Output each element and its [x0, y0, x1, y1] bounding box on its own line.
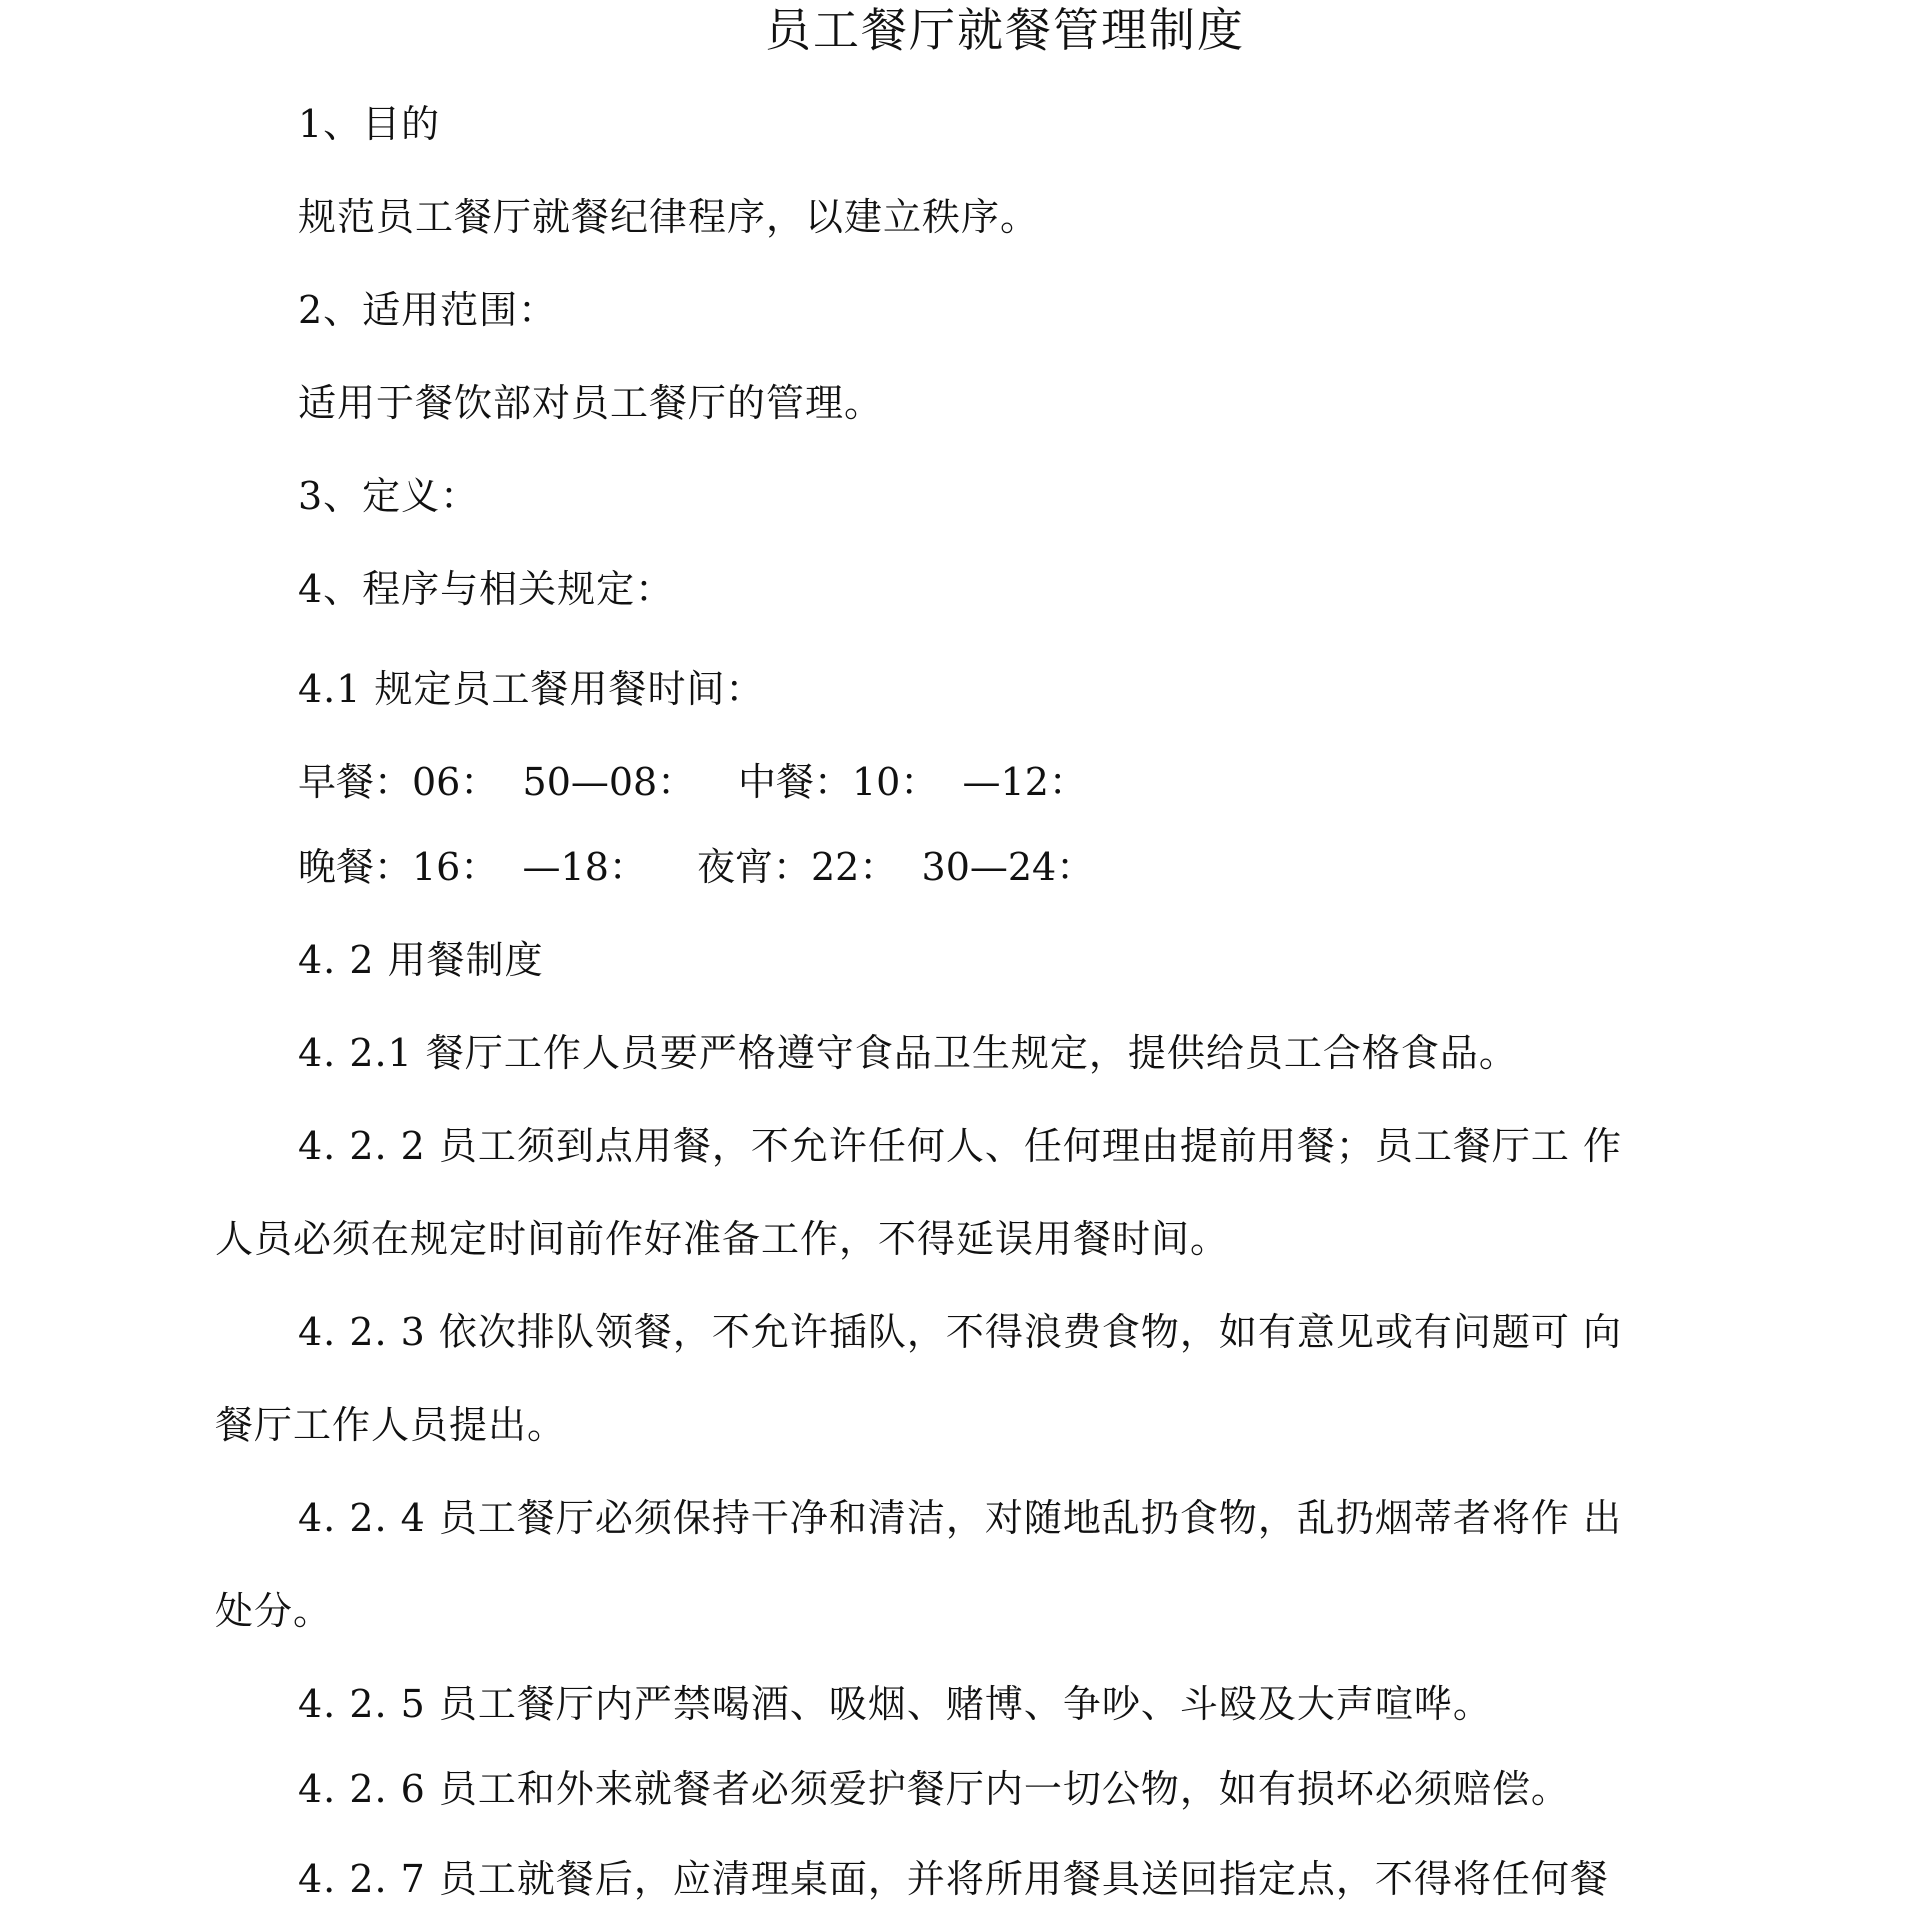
- rule-4-2-4-line-1: 4. 2. 4 员工餐厅必须保持干净和清洁，对随地乱扔食物，乱扔烟蒂者将作 出: [298, 1496, 1623, 1540]
- section-3-heading: 3、定义：: [298, 474, 480, 518]
- document-title: 员工餐厅就餐管理制度: [765, 3, 1245, 57]
- late-night-time: 夜宵：22： 30—24：: [697, 845, 1095, 889]
- rule-4-2-5: 4. 2. 5 员工餐厅内严禁喝酒、吸烟、赌博、争吵、斗殴及大声喧哗。: [298, 1682, 1492, 1726]
- section-1-heading: 1、目的: [298, 102, 441, 146]
- rule-4-2-2-line-1: 4. 2. 2 员工须到点用餐，不允许任何人、任何理由提前用餐；员工餐厅工 作: [298, 1124, 1623, 1168]
- breakfast-time: 早餐：06： 50—08：: [298, 760, 696, 804]
- section-4-1-heading: 4.1 规定员工餐用餐时间：: [298, 667, 765, 711]
- rule-4-2-3-line-2: 餐厅工作人员提出。: [215, 1403, 567, 1447]
- section-1-body: 规范员工餐厅就餐纪律程序，以建立秩序。: [298, 195, 1040, 239]
- dinner-time: 晚餐：16： —18：: [298, 845, 647, 889]
- lunch-time: 中餐：10： —12：: [738, 760, 1087, 804]
- rule-4-2-7-line-1: 4. 2. 7 员工就餐后，应清理桌面，并将所用餐具送回指定点，不得将任何餐: [298, 1857, 1609, 1901]
- section-4-2-heading: 4. 2 用餐制度: [298, 938, 544, 982]
- rule-4-2-2-line-2: 人员必须在规定时间前作好准备工作，不得延误用餐时间。: [215, 1217, 1230, 1261]
- section-4-heading: 4、程序与相关规定：: [298, 567, 675, 611]
- rule-4-2-3-line-1: 4. 2. 3 依次排队领餐，不允许插队，不得浪费食物，如有意见或有问题可 向: [298, 1310, 1623, 1354]
- rule-4-2-6: 4. 2. 6 员工和外来就餐者必须爱护餐厅内一切公物，如有损坏必须赔偿。: [298, 1767, 1570, 1811]
- rule-4-2-1: 4. 2.1 餐厅工作人员要严格遵守食品卫生规定，提供给员工合格食品。: [298, 1031, 1518, 1075]
- rule-4-2-4-line-2: 处分。: [215, 1589, 333, 1633]
- section-2-body: 适用于餐饮部对员工餐厅的管理。: [298, 381, 884, 425]
- section-2-heading: 2、适用范围：: [298, 288, 558, 332]
